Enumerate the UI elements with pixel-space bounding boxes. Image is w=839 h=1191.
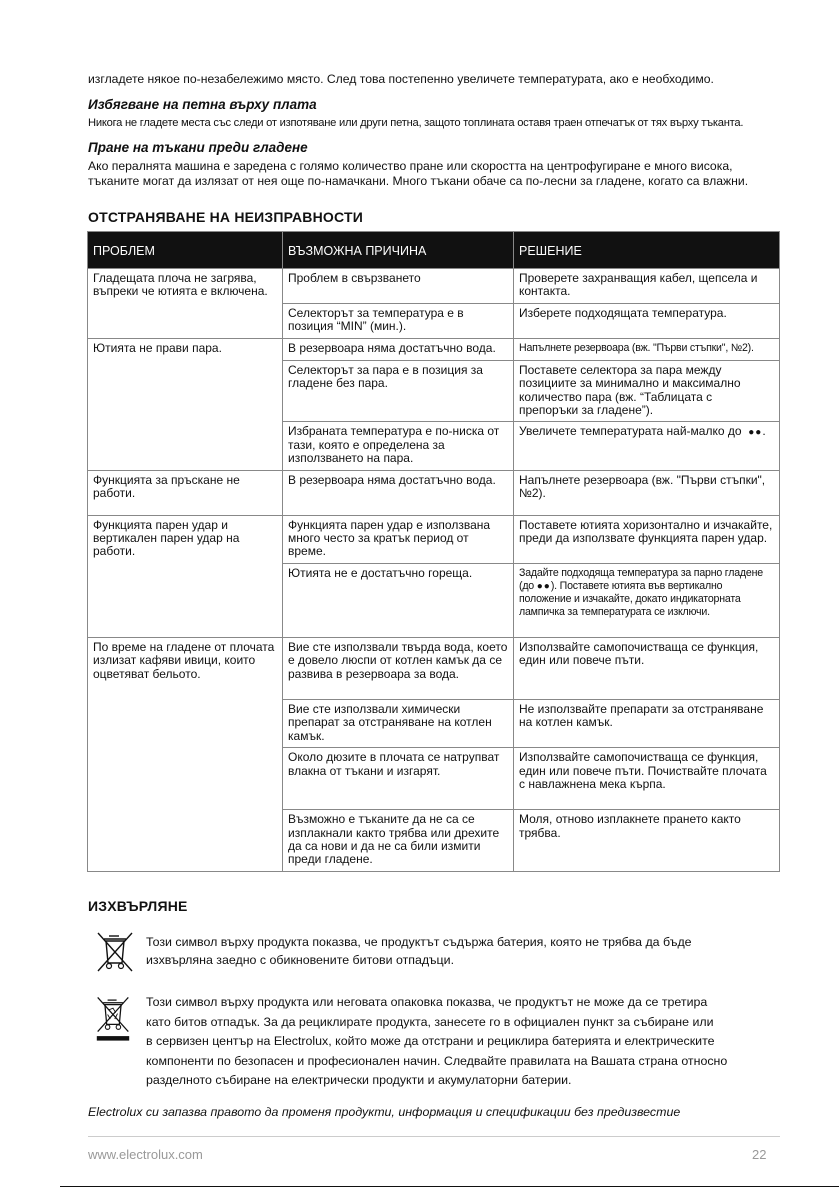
cause-cell: В резервоара няма достатъчно вода.	[283, 338, 514, 360]
solution-text: Задайте подходяща температура за парно гладене (до	[519, 566, 763, 593]
stains-text: Никога не гладете места със следи от изпотяване или други петна, защото топлината оставя траен отпечатък от тях върху тъканта.	[88, 117, 744, 129]
col-header-solution: РЕШЕНИЕ	[514, 232, 780, 269]
troubleshooting-table	[87, 231, 780, 872]
footer-divider	[88, 1136, 780, 1137]
cause-cell: В резервоара няма достатъчно вода.	[283, 470, 514, 515]
disposal-heading: ИЗХВЪРЛЯНЕ	[88, 898, 188, 914]
solution-text-end: .	[762, 424, 766, 439]
weee-text-line3: в сервизен център на Electrolux, който може да отстрани и рециклира батерията и електрическите	[146, 1034, 715, 1049]
weee-text-line1: Този символ върху продукта или неговата опаковка показва, че продуктът не може да се третира	[146, 995, 708, 1009]
problem-cell: Гладещата плоча не загрява, въпреки че ютията е включена.	[88, 269, 283, 339]
table-header-row	[88, 232, 780, 269]
solution-cell: Проверете захранващия кабел, щепсела и контакта.	[514, 269, 780, 304]
intro-text: изгладете някое по-незабележимо място. След това постепенно увеличете температурата, ако е необходимо.	[88, 72, 714, 86]
cause-cell: Селекторът за температура е в позиция “MIN” (мин.).	[283, 304, 514, 339]
battery-symbol-text	[146, 933, 692, 969]
solution-text-end: ). Поставете ютията във вертикално положение и изчакайте, докато индикаторната лампичка за температурата се изключи.	[519, 580, 741, 619]
col-header-cause: ВЪЗМОЖНА ПРИЧИНА	[283, 232, 514, 269]
crossed-out-bin-with-bar-icon	[95, 995, 131, 1048]
cause-cell: Възможно е тъканите да не са се изплакнали както трябва или дрехите да са нови и да не са били измити преди гладене.	[283, 810, 514, 872]
table-row	[88, 637, 780, 699]
washing-text-line1: Ако пералнята машина е заредена с голямо количество пране или скоростта на центрофугиране е много висока,	[88, 159, 733, 173]
solution-cell: Използвайте самопочистваща се функция, един или повече пъти. Почиствайте плочата с навлажнена мека кърпа.	[514, 748, 780, 810]
problem-cell: Функцията за пръскане не работи.	[88, 470, 283, 515]
problem-cell: Функцията парен удар и вертикален парен удар на работи.	[88, 515, 283, 637]
footer-website-link[interactable]: www.electrolux.com	[88, 1147, 203, 1162]
troubleshooting-heading: ОТСТРАНЯВАНЕ НА НЕИЗПРАВНОСТИ	[88, 209, 363, 225]
weee-text-line4: компоненти по безопасен и професионален начин. Следвайте правилата на Вашата страна относно	[146, 1053, 728, 1068]
disclaimer: Electrolux си запазва правото да променя продукти, информация и спецификации без предизвестие	[88, 1105, 681, 1119]
battery-text-line1: Този символ върху продукта показва, че продуктът съдържа батерия, която не трябва да бъде	[146, 935, 692, 949]
cause-cell: Около дюзите в плочата се натрупват влакна от тъкани и изгарят.	[283, 748, 514, 810]
page-number: 22	[752, 1147, 767, 1162]
temperature-dots-icon: ●●	[536, 581, 551, 593]
table-row	[88, 269, 780, 304]
cause-cell: Проблем в свързването	[283, 269, 514, 304]
crossed-out-bin-icon	[95, 931, 135, 978]
weee-symbol-text	[146, 993, 727, 1091]
solution-cell: Моля, отново изплакнете прането както трябва.	[514, 810, 780, 872]
cause-cell: Функцията парен удар е използвана много често за кратък период от време.	[283, 515, 514, 563]
solution-cell: Използвайте самопочистваща се функция, един или повече пъти.	[514, 637, 780, 699]
solution-cell: Изберете подходящата температура.	[514, 304, 780, 339]
cause-cell: Вие сте използвали химически препарат за отстраняване на котлен камък.	[283, 699, 514, 747]
washing-text-line2: тъканите могат да излязат от нея още по-намачкани. Много тъкани обаче са по-лесни за гладене, когато са влажни.	[88, 174, 749, 188]
bottom-rule	[60, 1186, 839, 1187]
battery-text-line2: изхвърляна заедно с обикновените битови отпадъци.	[146, 953, 455, 967]
temperature-dots-icon: ●●	[748, 427, 763, 439]
solution-text: Увеличете температурата най-малко до	[519, 424, 742, 439]
solution-cell: Напълнете резервоара (вж. "Първи стъпки", №2).	[514, 470, 780, 515]
solution-cell	[514, 563, 780, 637]
cause-cell: Вие сте използвали твърда вода, което е довело люспи от котлен камък да се развива в резервоара за вода.	[283, 637, 514, 699]
washing-heading: Пране на тъкани преди гладене	[88, 140, 308, 155]
solution-cell: Напълнете резервоара (вж. "Първи стъпки", №2).	[514, 338, 780, 360]
weee-text-line2: като битов отпадък. За да рециклирате продукта, занесете го в официален пункт за събиране или	[146, 1014, 714, 1029]
weee-text-line5: разделното събиране на електрически продукти и акумулаторни батерии.	[146, 1073, 572, 1088]
table-row	[88, 515, 780, 563]
stains-heading: Избягване на петна върху плата	[88, 97, 317, 112]
table-row	[88, 338, 780, 360]
cause-cell: Избраната температура е по-ниска от тази, която е определена за използването на пара.	[283, 422, 514, 470]
table-row	[88, 470, 780, 515]
solution-cell: Не използвайте препарати за отстраняване на котлен камък.	[514, 699, 780, 747]
problem-cell: Ютията не прави пара.	[88, 338, 283, 470]
cause-cell: Селекторът за пара е в позиция за гладене без пара.	[283, 360, 514, 422]
solution-cell: Поставете селектора за пара между позициите за минимално и максимално количество пара (вж. “Таблицата с препоръки за гладене”).	[514, 360, 780, 422]
problem-cell: По време на гладене от плочата излизат кафяви ивици, които оцветяват бельото.	[88, 637, 283, 871]
col-header-problem: ПРОБЛЕМ	[88, 232, 283, 269]
solution-cell: Поставете ютията хоризонтално и изчакайте, преди да използвате функцията парен удар.	[514, 515, 780, 563]
solution-cell	[514, 422, 780, 470]
cause-cell: Ютията не е достатъчно гореща.	[283, 563, 514, 637]
